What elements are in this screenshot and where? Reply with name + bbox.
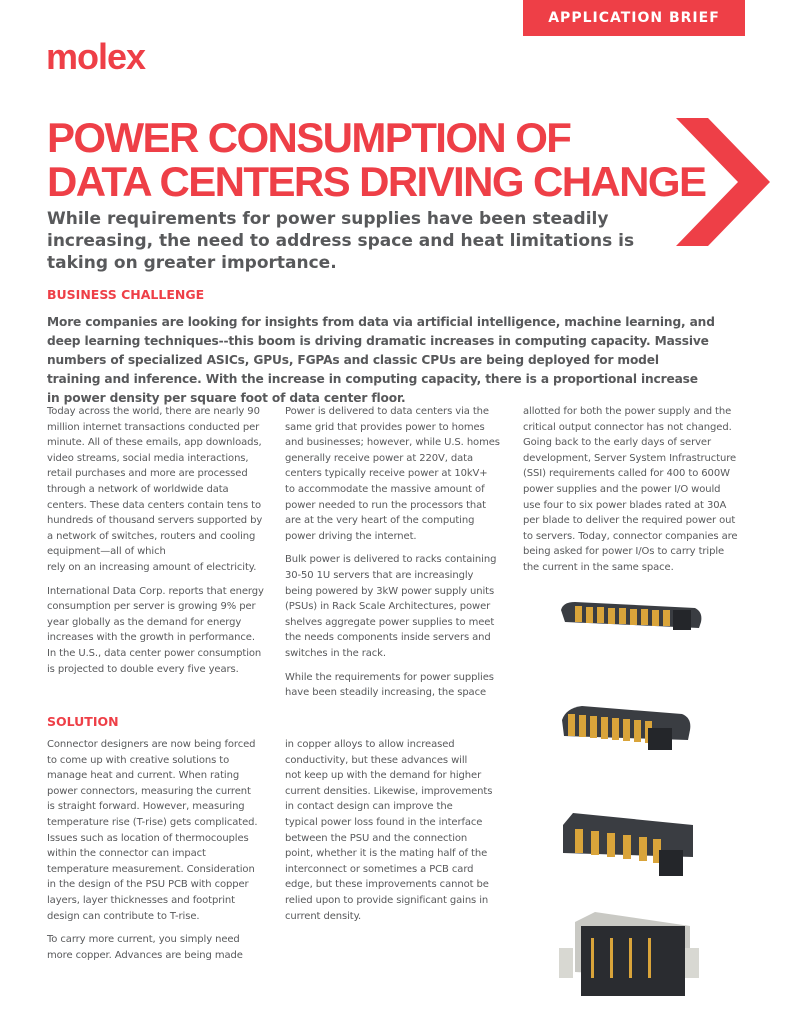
connector-image-2 bbox=[552, 700, 702, 760]
connector-image-4 bbox=[555, 908, 705, 1000]
paragraph: Bulk power is delivered to racks containing 30-50 1U servers that are increasingly being powered by 3kW power supply units (PSUs) in Rack Scale Architectures, power shelves aggregate power supplies to meet the needs components inside servers and switches in the rack. bbox=[285, 554, 497, 659]
paragraph: International Data Corp. reports that energy consumption per server is growing 9% per year globally as the demand for energy increases with the growth in performance. In the U.S., data center power consumption is projected to double every five years. bbox=[47, 585, 264, 675]
business-challenge-intro: More companies are looking for insights from data via artificial intelligence, machine learning, and deep learning techniques--this boom is driving dramatic increases in computing capacity. Massive numbers of specialized ASICs, GPUs, FGPAs and classic CPUs are being deployed for model training and inference. With the increase in computing capacity, there is a proportional increase in power density per square foot of data center floor. bbox=[47, 315, 715, 405]
business-challenge-heading: BUSINESS CHALLENGE bbox=[47, 287, 205, 302]
solution-column-1 bbox=[47, 737, 282, 971]
paragraph: While the requirements for power supplies have been steadily increasing, the space bbox=[285, 671, 494, 699]
connector-image-3 bbox=[553, 805, 703, 880]
chevron-arrow-icon bbox=[676, 118, 772, 246]
business-column-1 bbox=[47, 404, 282, 685]
paragraph: Connector designers are now being forced to come up with creative solutions to manage heat and current. When rating power connectors, measuring the current is straight forward. However, measuring temperature rise (T-rise) gets complicated. Issues such as location of thermocouples within the connector can impact temperature measurement. Consideration in the design of the PSU PCB with copper layers, layer thicknesses and footprint design can contribute to T-rise. bbox=[47, 739, 258, 922]
business-column-2 bbox=[285, 404, 520, 709]
paragraph: Power is delivered to data centers via the same grid that provides power to homes and businesses; however, while U.S. homes generally receive power at 220V, data centers typically receive power at 10kV+ to accommodate the massive amount of power needed to run the processors that are at the very heart of the computing power driving the internet. bbox=[285, 406, 500, 542]
page-title: POWER CONSUMPTION OF DATA CENTERS DRIVING CHANGE bbox=[47, 114, 706, 205]
paragraph: allotted for both the power supply and the critical output connector has not changed. Going back to the early days of server development, Server System Infrastructure (SSI) requirements called for 400 to 600W power supplies and the power I/O would use four to six power blades rated at 30A per blade to deliver the required power out to servers. Today, connector companies are being asked for power I/Os to carry triple the current in the same space. bbox=[523, 406, 738, 573]
molex-logo: molex bbox=[46, 36, 146, 77]
paragraph: in copper alloys to allow increased conductivity, but these advances will not keep up with the demand for higher current densities. Likewise, improvements in contact design can improve the typical power loss found in the interface between the PSU and the connection point, whether it is the mating half of the interconnect or sometimes a PCB card edge, but these improvements cannot be relied upon to provide significant gains in current density. bbox=[285, 739, 493, 922]
connector-image-1 bbox=[555, 598, 705, 648]
business-column-3 bbox=[523, 404, 758, 584]
application-brief-badge: APPLICATION BRIEF bbox=[523, 0, 745, 36]
paragraph: To carry more current, you simply need more copper. Advances are being made bbox=[47, 934, 243, 961]
solution-heading: SOLUTION bbox=[47, 714, 119, 729]
solution-column-2 bbox=[285, 737, 520, 932]
subheading: While requirements for power supplies have been steadily increasing, the need to address space and heat limitations is taking on greater importance. bbox=[47, 209, 635, 273]
paragraph: Today across the world, there are nearly 90 million internet transactions conducted per minute. All of these emails, app downloads, video streams, social media interactions, retail purchases and more are processed through a network of worldwide data centers. These data centers contain tens to hundreds of thousand servers supported by a network of switches, routers and cooling equipment—all of which rely on an increasing amount of electricity. bbox=[47, 406, 263, 573]
